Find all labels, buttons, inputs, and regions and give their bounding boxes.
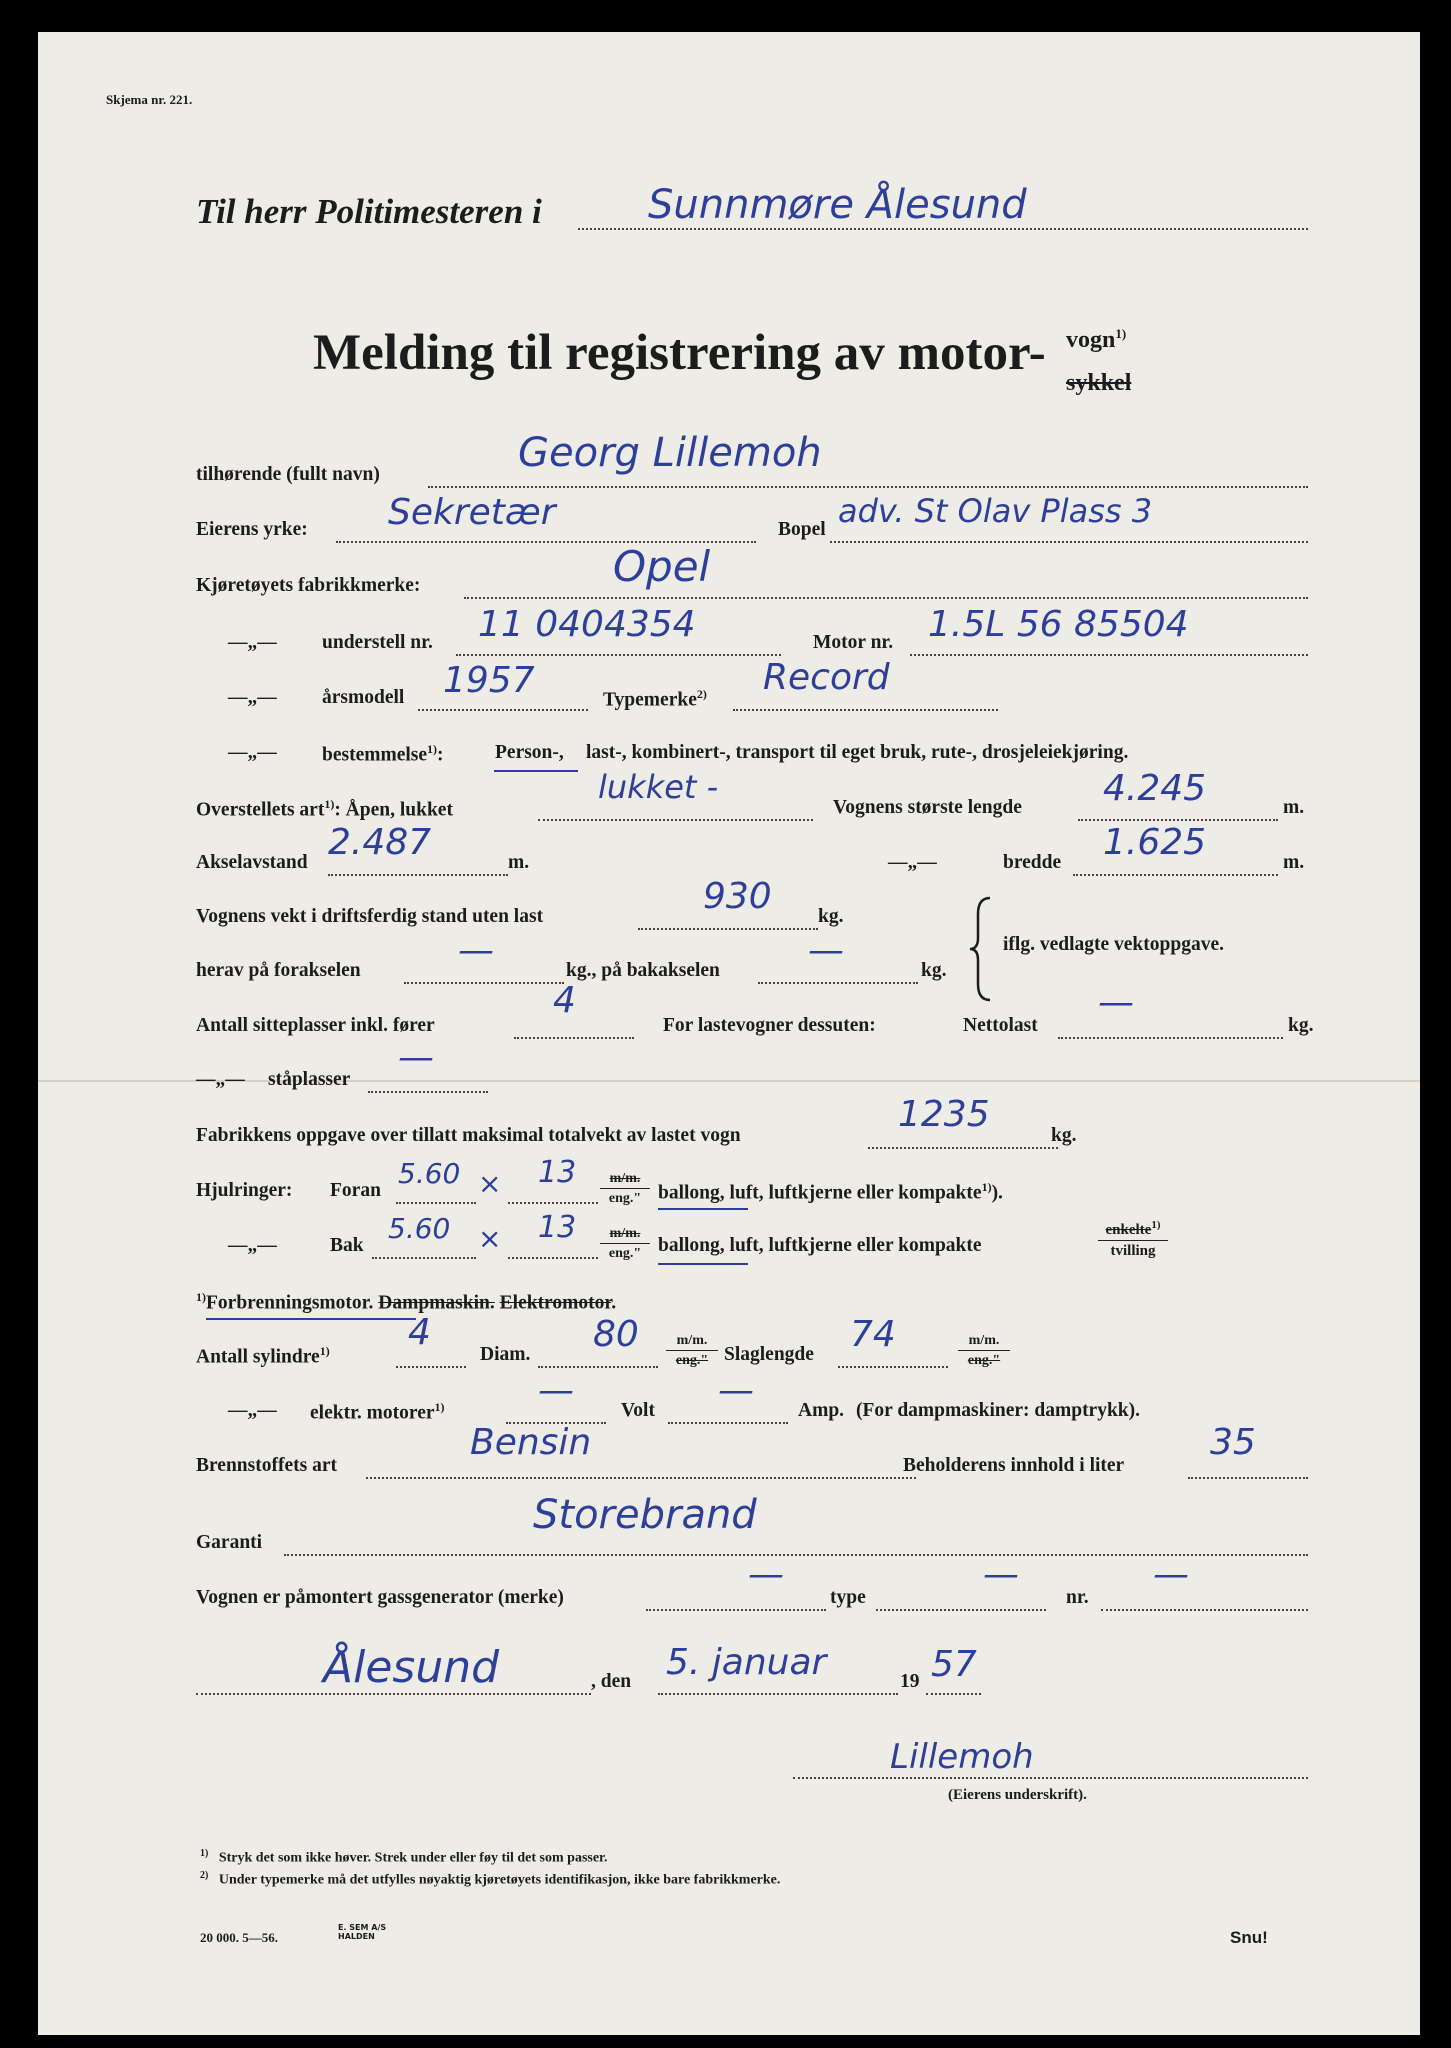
signature-line <box>793 1777 1308 1779</box>
rear-tire-types: ballong, luft, luftkjerne eller kompakte <box>658 1235 982 1256</box>
amp-label: Amp. <box>798 1400 845 1421</box>
motor-nr-label: Motor nr. <box>813 632 894 653</box>
ditto-3: —„— <box>228 742 277 763</box>
printer-mark: E. SEM A/S HALDEN <box>338 1923 387 1941</box>
wheelbase-value: 2.487 <box>328 822 432 863</box>
district-line <box>578 228 1308 230</box>
length-line <box>1078 819 1278 821</box>
date-line <box>658 1693 898 1695</box>
rear-axle-unit: kg. <box>921 960 947 981</box>
tank-value: 35 <box>1210 1422 1256 1463</box>
stroke-label: Slaglengde <box>724 1344 814 1365</box>
diam-value: 80 <box>593 1314 639 1355</box>
length-label: Vognens største lengde <box>833 797 1022 818</box>
residence-label: Bopel <box>778 519 826 540</box>
rear-label: Bak <box>330 1235 364 1256</box>
ditto-1: —„— <box>228 632 277 653</box>
gas-nr-value: — <box>1153 1554 1189 1595</box>
residence-value: adv. St Olav Plass 3 <box>838 492 1153 530</box>
owner-value: Georg Lillemoh <box>518 430 822 476</box>
fuel-label: Brennstoffets art <box>196 1455 337 1476</box>
max-weight-label: Fabrikkens oppgave over tillatt maksimal totalvekt av lastet vogn <box>196 1125 741 1146</box>
occupation-label: Eierens yrke: <box>196 519 308 540</box>
type-mark-label: Typemerke$^{2)}$ <box>603 687 707 711</box>
gas-type-value: — <box>983 1554 1019 1595</box>
per-weight-label: iflg. vedlagte vektoppgave. <box>1003 934 1224 955</box>
front-tire-d-value: 13 <box>538 1155 577 1190</box>
motor-nr-value: 1.5L 56 85504 <box>928 604 1189 645</box>
net-load-value: — <box>1098 982 1134 1023</box>
place-line <box>196 1693 591 1695</box>
addressee-label: Til herr Politimesteren i <box>196 192 542 231</box>
net-load-line <box>1058 1037 1283 1039</box>
chassis-line <box>456 654 781 656</box>
seats-line <box>514 1037 634 1039</box>
max-weight-unit: kg. <box>1051 1125 1077 1146</box>
type-mark-line <box>733 709 998 711</box>
max-weight-value: 1235 <box>898 1094 990 1135</box>
ditto-7: —„— <box>228 1400 277 1421</box>
purpose-person: Person-, <box>495 742 564 763</box>
form-title: Melding til registrering av motor- <box>313 325 1046 381</box>
motor-nr-line <box>910 654 1308 656</box>
front-label: Foran <box>330 1180 381 1201</box>
purpose-rest: last-, kombinert-, transport til eget bruk, rute-, drosjeleiekjøring. <box>586 742 1129 763</box>
standing-line <box>368 1091 488 1093</box>
seats-value: 4 <box>553 980 576 1021</box>
make-value: Opel <box>613 542 711 591</box>
front-tire-d-line <box>508 1202 598 1204</box>
rear-unit-fraction: m/m. eng." <box>600 1227 650 1261</box>
footnote-1: $^{1)}$ Stryk det som ikke høver. Strek under eller føy til det som passer. <box>200 1848 608 1866</box>
body-type-label: Overstellets art$^{1)}$: Åpen, lukket <box>196 797 453 821</box>
signature-label: (Eierens underskrift). <box>948 1787 1087 1803</box>
gas-type-label: type <box>830 1587 866 1608</box>
front-tire-types: ballong, luft, luftkjerne eller kompakte$^{1)}$). <box>658 1180 1003 1204</box>
stroke-value: 74 <box>850 1314 896 1355</box>
cylinders-value: 4 <box>408 1312 431 1353</box>
ditto-6: —„— <box>228 1235 277 1256</box>
gas-type-line <box>876 1609 1046 1611</box>
owner-label: tilhørende (fullt navn) <box>196 464 380 485</box>
cylinders-label: Antall sylindre$^{1)}$ <box>196 1344 330 1368</box>
make-label: Kjøretøyets fabrikkmerke: <box>196 575 421 596</box>
residence-line <box>830 541 1308 543</box>
fold-line <box>38 1080 1420 1082</box>
tires-label: Hjulringer: <box>196 1180 293 1201</box>
occupation-value: Sekretær <box>388 492 556 533</box>
weight-value: 930 <box>703 876 772 917</box>
model-year-line <box>418 709 588 711</box>
rear-ballong-underline <box>658 1263 748 1265</box>
model-year-value: 1957 <box>443 660 535 701</box>
body-type-line <box>538 819 813 821</box>
den-label: , den <box>591 1671 632 1692</box>
footnote-2: $^{2)}$ Under typemerke må det utfylles nøyaktig kjøretøyets identifikasjon, ikke bare fabrikkmerke. <box>200 1870 781 1888</box>
warranty-label: Garanti <box>196 1532 263 1553</box>
combustion-underline <box>206 1318 416 1320</box>
front-tire-w-value: 5.60 <box>398 1157 461 1190</box>
type-mark-value: Record <box>763 657 890 698</box>
year-value: 57 <box>931 1644 977 1685</box>
front-unit-fraction: m/m. eng." <box>600 1172 650 1206</box>
place-value: Ålesund <box>323 1642 500 1693</box>
diam-label: Diam. <box>480 1344 531 1365</box>
weight-unit: kg. <box>818 906 844 927</box>
rear-tire-w-value: 5.60 <box>388 1212 451 1245</box>
gas-gen-line <box>646 1609 826 1611</box>
ditto-5: —„— <box>196 1069 245 1090</box>
make-line <box>464 597 1308 599</box>
front-times: × <box>478 1167 502 1200</box>
diam-unit-fraction: m/m. eng." <box>666 1334 718 1368</box>
ditto-2: —„— <box>228 687 277 708</box>
net-load-unit: kg. <box>1288 1015 1314 1036</box>
width-unit: m. <box>1283 852 1305 873</box>
weight-line <box>638 928 818 930</box>
chassis-label: understell nr. <box>322 632 433 653</box>
rear-tire-w-line <box>372 1257 476 1259</box>
volt-line <box>668 1422 788 1424</box>
brace <box>968 894 998 1004</box>
year-prefix: 19 <box>900 1671 920 1692</box>
wheelbase-unit: m. <box>508 852 530 873</box>
elec-motors-value: — <box>538 1370 574 1411</box>
trucks-label: For lastevogner dessuten: <box>663 1015 876 1036</box>
year-line <box>926 1693 981 1695</box>
rear-axle-value: — <box>808 930 844 971</box>
title-sykkel: sykkel <box>1066 370 1132 396</box>
owner-line <box>428 486 1308 488</box>
body-type-value: lukket - <box>598 768 719 806</box>
width-label: bredde <box>1003 852 1062 873</box>
purpose-person-underline <box>494 770 578 772</box>
steam-note: (For dampmaskiner: damptrykk). <box>856 1400 1141 1421</box>
district-value: Sunnmøre Ålesund <box>648 182 1027 228</box>
volt-label: Volt <box>621 1400 655 1421</box>
gas-nr-label: nr. <box>1066 1587 1089 1608</box>
front-axle-label: herav på forakselen <box>196 960 361 981</box>
signature-value: Lillemoh <box>890 1737 1034 1777</box>
rear-tire-d-value: 13 <box>538 1210 577 1245</box>
turn-over-note: Snu! <box>1230 1928 1268 1947</box>
tank-label: Beholderens innhold i liter <box>903 1455 1125 1476</box>
tank-line <box>1188 1477 1308 1479</box>
wheelbase-line <box>328 874 508 876</box>
length-unit: m. <box>1283 797 1305 818</box>
ditto-4: —„— <box>888 852 937 873</box>
stroke-unit-fraction: m/m. eng." <box>958 1334 1010 1368</box>
max-weight-line <box>868 1147 1058 1149</box>
wheelbase-label: Akselavstand <box>196 852 308 873</box>
stroke-line <box>838 1366 948 1368</box>
single-twin-fraction: enkelte$^{1)}$ tvilling <box>1098 1220 1168 1259</box>
rear-tire-d-line <box>508 1257 598 1259</box>
net-load-label: Nettolast <box>963 1015 1038 1036</box>
width-line <box>1073 874 1278 876</box>
cylinders-line <box>396 1366 466 1368</box>
front-axle-value: — <box>458 930 494 971</box>
elec-motors-label: elektr. motorer$^{1)}$ <box>310 1400 445 1424</box>
rear-axle-label: kg., på bakakselen <box>566 960 720 981</box>
form-number: Skjema nr. 221. <box>106 92 193 107</box>
gas-gen-label: Vognen er påmontert gassgenerator (merke) <box>196 1587 564 1608</box>
model-year-label: årsmodell <box>322 687 405 708</box>
gas-gen-value: — <box>748 1554 784 1595</box>
volt-value: — <box>718 1370 754 1411</box>
front-tire-w-line <box>396 1202 476 1204</box>
registration-form <box>38 32 1420 2035</box>
chassis-value: 11 0404354 <box>478 604 696 645</box>
date-value: 5. januar <box>666 1642 827 1683</box>
standing-label: ståplasser <box>268 1069 351 1090</box>
width-value: 1.625 <box>1103 822 1207 863</box>
front-ballong-underline <box>658 1208 748 1210</box>
title-vogn: vogn$^{1)}$ <box>1066 326 1127 353</box>
diam-line <box>538 1366 658 1368</box>
fuel-value: Bensin <box>470 1422 592 1463</box>
purpose-label: bestemmelse$^{1)}$: <box>322 742 444 766</box>
rear-axle-line <box>758 982 918 984</box>
front-axle-line <box>404 982 564 984</box>
engine-kind: $^{1)}$Forbrenningsmotor. Dampmaskin. Elektromotor. <box>196 1290 617 1314</box>
seats-label: Antall sitteplasser inkl. fører <box>196 1015 435 1036</box>
warranty-value: Storebrand <box>533 1492 757 1538</box>
length-value: 4.245 <box>1103 768 1207 809</box>
weight-label: Vognens vekt i driftsferdig stand uten last <box>196 906 544 927</box>
standing-value: — <box>398 1037 434 1078</box>
gas-nr-line <box>1101 1609 1308 1611</box>
print-run: 20 000. 5—56. <box>200 1930 278 1945</box>
rear-times: × <box>478 1222 502 1255</box>
fuel-line <box>366 1477 916 1479</box>
